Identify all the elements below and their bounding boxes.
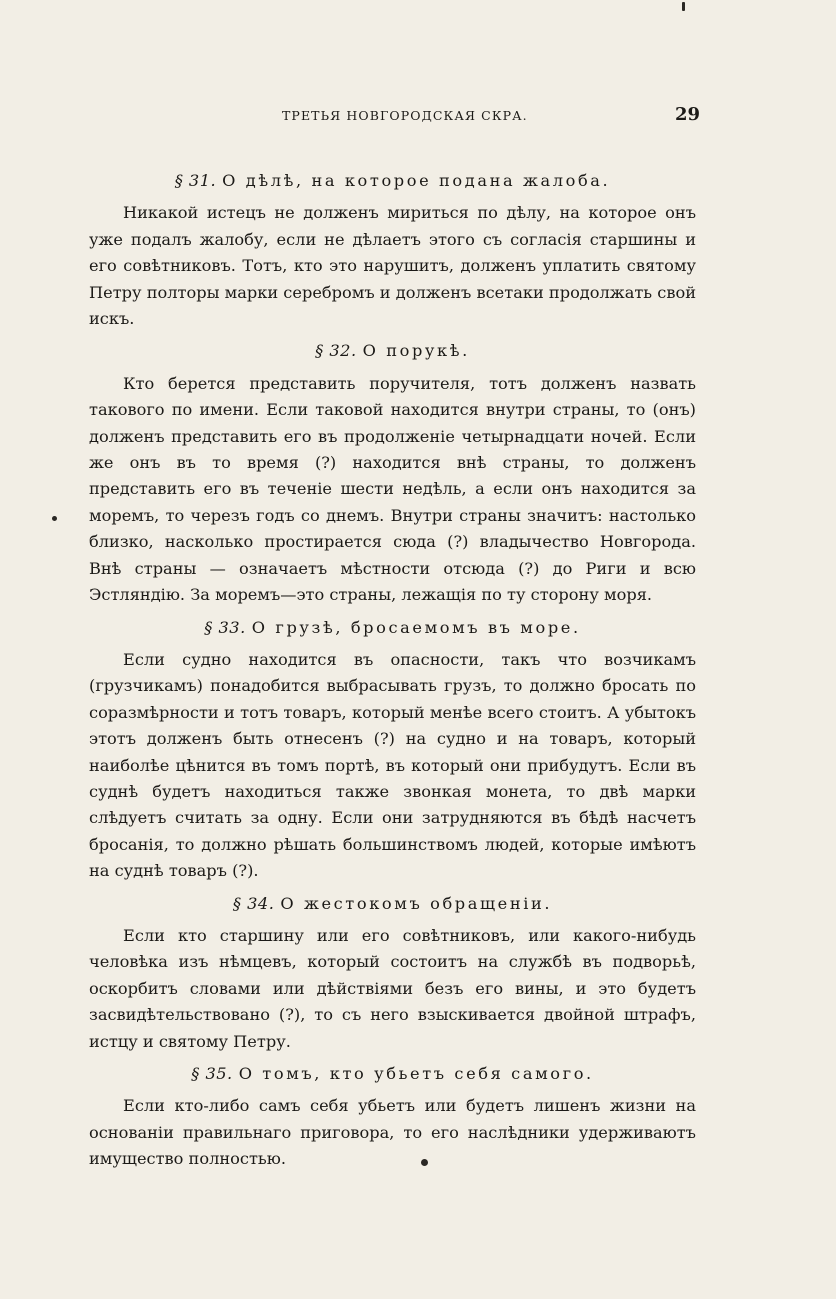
ink-dot [421, 1159, 428, 1166]
section-heading [89, 168, 696, 194]
page-body [89, 162, 696, 1177]
section-title: О жестокомъ обращеніи. [280, 893, 553, 913]
section-paragraph: Если кто-либо самъ себя убьетъ или будетъ лишенъ жизни на основаніи правильнаго приговора, то его наслѣдники удерживаютъ имущество полностью. [89, 1096, 696, 1169]
ink-dot [52, 516, 57, 521]
section-34 [89, 891, 696, 1055]
section-number: § 34. [232, 893, 275, 913]
section-number: § 33. [204, 617, 246, 637]
section-heading [89, 615, 696, 641]
section-33 [89, 615, 696, 885]
section-heading [89, 891, 696, 917]
page-number: 29 [674, 104, 700, 125]
section-number: § 35. [191, 1064, 233, 1083]
section-number: § 31. [174, 171, 217, 190]
section-31 [89, 168, 696, 332]
section-paragraph: Кто берется представить поручителя, тотъ долженъ назвать такового по имени. Если таковой находится внутри страны, то (онъ) долженъ представить его въ продолженіе четырнадцати ночей. Если же онъ въ то время (?) находится внѣ страны, то долженъ представить его въ теченіе шести недѣль, а если онъ находится за моремъ, то черезъ годъ со днемъ. Внутри страны значитъ: настолько близко, насколько простирается сюда (?) владычество Новгорода. Внѣ страны — означаетъ мѣстности отсюда (?) до Риги и всю Эстляндію. За моремъ—это страны, лежащія по ту сторону моря. [89, 373, 696, 605]
section-number: § 32. [315, 341, 357, 361]
section-title: О томъ, кто убьетъ себя самого. [238, 1064, 594, 1083]
section-35 [89, 1061, 696, 1173]
section-title: О порукѣ. [362, 341, 470, 361]
section-paragraph: Никакой истецъ не долженъ мириться по дѣлу, на которое онъ уже подалъ жалобу, если не дѣлаетъ этого съ согласія старшины и его совѣтниковъ. Тотъ, кто это нарушитъ, долженъ уплатить святому Петру полторы марки серебромъ и долженъ всетаки продолжать свой искъ. [89, 203, 696, 329]
running-head [80, 104, 702, 132]
section-title: О дѣлѣ, на которое подана жалоба. [222, 171, 611, 190]
section-heading [89, 338, 696, 364]
section-title: О грузѣ, бросаемомъ въ море. [251, 617, 581, 637]
section-paragraph: Если судно находится въ опасности, такъ что возчикамъ (грузчикамъ) понадобится выбрасывать грузъ, то должно бросать по соразмѣрности и тотъ товаръ, который менѣе всего стоитъ. А убытокъ этотъ долженъ быть отнесенъ (?) на судно и на товаръ, который наиболѣе цѣнится въ томъ портѣ, въ который они прибудутъ. Если въ суднѣ будетъ находиться также звонкая монета, то двѣ марки слѣдуетъ считать за одну. Если они затрудняются въ бѣдѣ насчетъ бросанія, то должно рѣшать большинствомъ людей, которые имѣютъ на суднѣ товаръ (?). [89, 649, 696, 881]
running-title: ТРЕТЬЯ НОВГОРОДСКАЯ СКРА. [282, 108, 528, 123]
ink-mark [682, 2, 685, 11]
section-32 [89, 338, 696, 608]
section-heading [89, 1061, 696, 1087]
section-paragraph: Если кто старшину или его совѣтниковъ, или какого-нибудь человѣка изъ нѣмцевъ, который состоитъ на службѣ въ подворьѣ, оскорбитъ словами или дѣйствіями безъ его вины, и это будетъ засвидѣтельствовано (?), то съ него взыскивается двойной штрафъ, истцу и святому Петру. [89, 925, 696, 1051]
